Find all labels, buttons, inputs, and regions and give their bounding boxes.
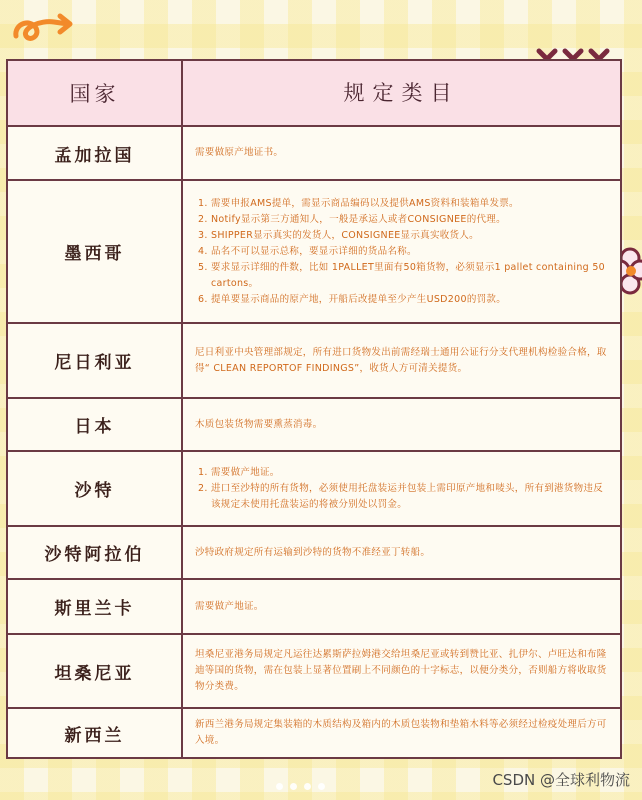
page-dot[interactable]	[276, 783, 283, 790]
table-row	[8, 452, 620, 527]
country-cell: 孟加拉国	[8, 127, 183, 179]
rule-item: 4. 品名不可以显示总称，要显示详细的货品名称。	[211, 244, 612, 260]
rule-cell	[183, 452, 620, 525]
header-rule: 规定类目	[343, 81, 460, 105]
country-cell: 墨西哥	[8, 181, 183, 322]
rule-item: 2. 进口至沙特的所有货物，必须使用托盘装运并包装上需印原产地和唛头，所有到港货物违反该规定未使用托盘装运的将被分别处以罚金。	[211, 481, 612, 513]
regulations-table	[6, 59, 622, 759]
page-dot[interactable]	[290, 783, 297, 790]
rule-cell	[183, 399, 620, 450]
rule-text: 需要做产地证。	[195, 600, 264, 612]
rule-text: 坦桑尼亚港务局规定凡运往达累斯萨拉姆港交给坦桑尼亚或转到赞比亚、扎伊尔、卢旺达和布隆迪等国的货物，需在包装上显著位置刷上不同颜色的十字标志，以便分类分，否则船方将收取货物分类费。	[195, 649, 607, 692]
country-cell: 沙特阿拉伯	[8, 527, 183, 578]
rule-cell	[183, 709, 620, 757]
table-row	[8, 580, 620, 635]
rule-item: 6. 提单要显示商品的原产地，开船后改提单至少产生USD200的罚款。	[211, 292, 612, 308]
country-cell: 坦桑尼亚	[8, 635, 183, 707]
rule-text: 新西兰港务局规定集装箱的木质结构及箱内的木质包装物和垫箱木料等必须经过检疫处理后方可入境。	[195, 719, 607, 746]
page-dot[interactable]	[304, 783, 311, 790]
rule-cell	[183, 324, 620, 397]
header-country: 国家	[8, 61, 183, 125]
table-row	[8, 399, 620, 452]
rule-text: 木质包装货物需要熏蒸消毒。	[195, 418, 323, 430]
table-row	[8, 127, 620, 181]
swirl-arrow-icon	[10, 6, 76, 54]
rule-item: 3. SHIPPER显示真实的发货人，CONSIGNEE显示真实收货人。	[211, 228, 612, 244]
table-row	[8, 181, 620, 324]
table-row	[8, 635, 620, 709]
rule-text: 需要做原产地证书。	[195, 147, 284, 158]
table-row	[8, 709, 620, 757]
rule-cell	[183, 635, 620, 707]
country-cell: 沙特	[8, 452, 183, 525]
country-cell: 斯里兰卡	[8, 580, 183, 633]
table-row	[8, 324, 620, 399]
rule-cell	[183, 181, 620, 322]
country-cell: 新西兰	[8, 709, 183, 757]
country-cell: 日本	[8, 399, 183, 450]
rule-item: 1. 需要做产地证。	[211, 465, 612, 481]
page-dot[interactable]	[318, 783, 325, 790]
rule-cell	[183, 527, 620, 578]
rule-list	[195, 465, 612, 513]
table-header-row	[8, 61, 620, 127]
rule-text: 尼日利亚中央管理部规定，所有进口货物发出前需经瑞士通用公证行分支代理机构检验合格，取得“ CLEAN REPORTOF FINDINGS”，收货人方可清关提货。	[195, 346, 607, 374]
rule-list	[195, 196, 612, 308]
rule-cell	[183, 580, 620, 633]
rule-item: 2. Notify显示第三方通知人，一般是承运人或者CONSIGNEE的代理。	[211, 212, 612, 228]
rule-text: 沙特政府规定所有运输到沙特的货物不准经亚丁转船。	[195, 546, 431, 558]
table-row	[8, 527, 620, 580]
watermark: CSDN @全球利物流	[492, 771, 630, 789]
rule-item: 5. 要求显示详细的件数，比如 1PALLET里面有50箱货物，必须显示1 pallet containing 50 cartons。	[211, 260, 612, 292]
page-indicator	[276, 775, 356, 785]
rule-item: 1. 需要申报AMS提单，需显示商品编码以及提供AMS资料和装箱单发票。	[211, 196, 612, 212]
rule-cell	[183, 127, 620, 179]
country-cell: 尼日利亚	[8, 324, 183, 397]
